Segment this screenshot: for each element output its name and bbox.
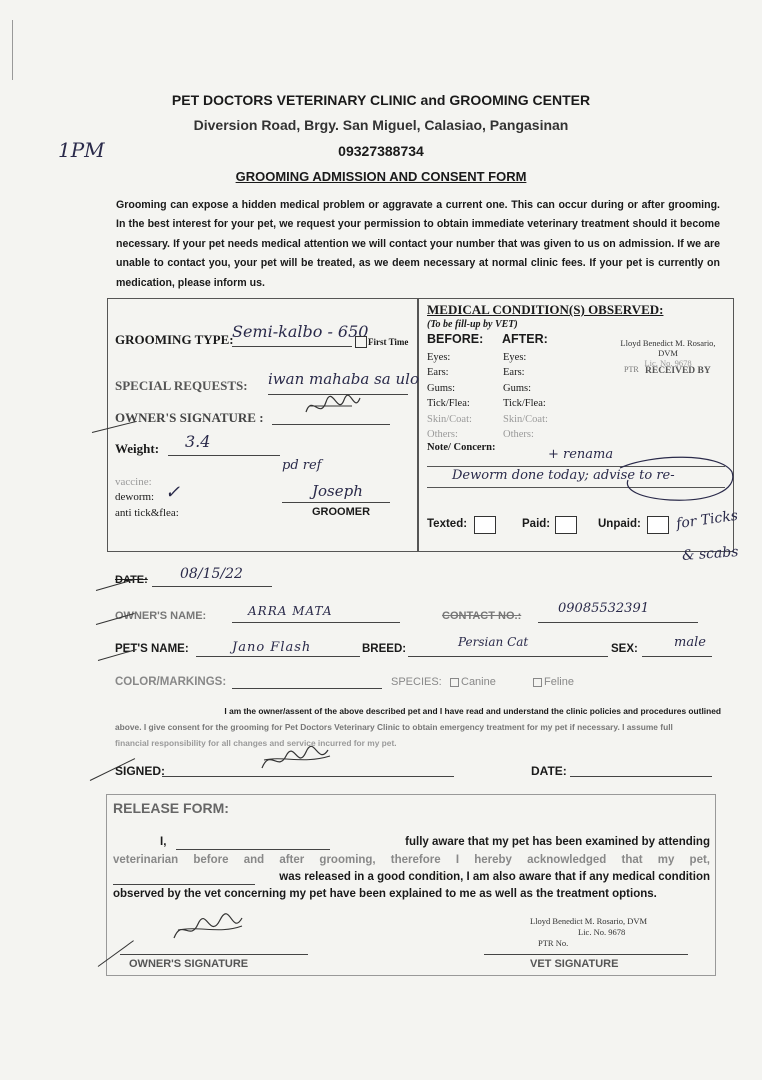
- after-eyes: Eyes:: [503, 352, 527, 363]
- received-by: RECEIVED BY: [645, 366, 711, 376]
- release-name-line[interactable]: [176, 849, 330, 850]
- vet-stamp-lic: Lic. No. 9678: [644, 358, 692, 368]
- contact-line: [538, 622, 698, 623]
- clinic-address: Diversion Road, Brgy. San Miguel, Calasiao, Pangasinan: [193, 117, 569, 133]
- unpaid-label: Unpaid:: [598, 518, 641, 530]
- release-p2: veterinarian before and after grooming, therefore I hereby acknowledged that my pet,: [113, 854, 710, 866]
- after-gums: Gums:: [503, 382, 532, 394]
- owner-signature-scribble: [302, 392, 362, 422]
- consent-line-2: above. I give consent for the grooming for Pet Doctors Veterinary Clinic to obtain emergency treatment for my pet if necessary. I assume full: [115, 722, 673, 732]
- texted-checkbox[interactable]: [474, 516, 496, 534]
- release-stamp-ptr: PTR No.: [538, 938, 569, 948]
- feline-checkbox[interactable]: [533, 678, 542, 687]
- special-requests-label: SPECIAL REQUESTS:: [115, 378, 248, 393]
- species-label: SPECIES:: [391, 676, 442, 688]
- pet-name-line: [196, 656, 360, 657]
- release-vet-line: [484, 954, 688, 955]
- grooming-type-label: GROOMING TYPE:: [115, 332, 234, 347]
- breed-value[interactable]: Persian Cat: [458, 635, 529, 649]
- date-line: [152, 586, 272, 587]
- release-owner-label: OWNER'S SIGNATURE: [129, 958, 249, 970]
- form-title: GROOMING ADMISSION AND CONSENT FORM: [235, 169, 527, 184]
- color-label: COLOR/MARKINGS:: [115, 676, 227, 688]
- groomer-name[interactable]: Joseph: [312, 482, 363, 500]
- owner-name-line: [232, 622, 400, 623]
- canine-checkbox[interactable]: [450, 678, 459, 687]
- release-p4: observed by the vet concerning my pet have been explained to me as well as the treatment options.: [113, 888, 657, 900]
- before-skin: Skin/Coat:: [427, 413, 472, 425]
- contact-value[interactable]: 09085532391: [558, 601, 649, 616]
- side-note-2: & scabs: [681, 544, 739, 564]
- consent-line-3: financial responsibility for all changes and service incurred for my pet.: [115, 738, 397, 748]
- after-list: [503, 350, 548, 442]
- clinic-name: PET DOCTORS VETERINARY CLINIC and GROOMING CENTER: [171, 92, 591, 108]
- groomer-line: [282, 502, 390, 503]
- vet-stamp-name: Lloyd Benedict M. Rosario, DVM: [620, 338, 716, 358]
- clinic-phone: 09327388734: [338, 143, 424, 159]
- note-line-2[interactable]: Deworm done today; advise to re-: [452, 468, 675, 483]
- consent-line-1: I am the owner/assent of the above described pet and I have read and understand the clinic policies and procedures outlined: [224, 706, 721, 716]
- owner-name-value[interactable]: ARRA MATA: [248, 604, 333, 618]
- groomer-label: GROOMER: [312, 506, 371, 518]
- canine-label: Canine: [461, 676, 496, 688]
- margin-mark: [12, 20, 13, 80]
- after-skin: Skin/Coat:: [503, 413, 548, 425]
- release-owner-scribble: [170, 912, 246, 946]
- pet-name-label: PET'S NAME:: [115, 643, 189, 655]
- before-eyes: Eyes:: [427, 352, 451, 363]
- release-vet-label: VET SIGNATURE: [530, 958, 619, 970]
- sex-label: SEX:: [611, 643, 638, 655]
- after-tick: Tick/Flea:: [503, 398, 546, 410]
- release-i: I,: [160, 836, 167, 848]
- note-line-1[interactable]: + renama: [548, 447, 614, 462]
- pet-name-value[interactable]: Jano Flash: [232, 640, 312, 655]
- anti-tick-label: anti tick&flea:: [115, 507, 179, 519]
- release-stamp-name: Lloyd Benedict M. Rosario, DVM: [530, 916, 648, 926]
- after-ears: Ears:: [503, 367, 525, 379]
- release-p1: fully aware that my pet has been examined by attending: [405, 836, 710, 848]
- note-label: Note/ Concern:: [427, 442, 496, 453]
- consent-date-line: [570, 776, 712, 777]
- grooming-type-value[interactable]: Semi-kalbo - 650: [232, 322, 369, 341]
- release-stamp: [530, 916, 647, 949]
- weight-line: [168, 455, 280, 456]
- owner-signature-label: OWNER'S SIGNATURE :: [115, 410, 264, 425]
- release-p3: was released in a good condition, I am also aware that if any medical condition: [279, 871, 710, 883]
- weight-label: Weight:: [115, 441, 160, 456]
- sex-value[interactable]: male: [674, 635, 706, 650]
- owner-name-label: OWNER'S NAME:: [115, 610, 207, 622]
- before-list: [427, 350, 472, 442]
- signed-label: SIGNED:: [115, 764, 166, 778]
- paid-label: Paid:: [522, 518, 551, 530]
- release-owner-line: [120, 954, 308, 955]
- first-time-checkbox[interactable]: [355, 336, 367, 348]
- release-stamp-lic: Lic. No. 9678: [578, 927, 626, 937]
- before-gums: Gums:: [427, 382, 456, 394]
- intro-paragraph: Grooming can expose a hidden medical problem or aggravate a current one. This can occur during or after grooming. In the best interest for your pet, we request your permission to obtain immediate veterinary treatment should it become necessary. If your pet needs medical attention we will contact your number that was given to us on admission. If we are unable to contact you, your pet will be treated, as we deem necessary at normal clinic fees. If your pet is currently on medication, please inform us.: [116, 199, 720, 289]
- before-ears: Ears:: [427, 367, 449, 379]
- contact-label: CONTACT NO.:: [442, 610, 522, 622]
- vet-stamp: [612, 338, 724, 368]
- before-others: Others:: [427, 429, 458, 441]
- feline-label: Feline: [544, 676, 574, 688]
- sex-line: [642, 656, 712, 657]
- first-time-label: First Time: [368, 337, 409, 347]
- owner-signature-line: [272, 424, 390, 425]
- before-tick: Tick/Flea:: [427, 398, 470, 410]
- paid-checkbox[interactable]: [555, 516, 577, 534]
- after-label: AFTER:: [502, 332, 548, 346]
- breed-line: [408, 656, 608, 657]
- release-pet-line[interactable]: [113, 884, 255, 885]
- date-label: DATE:: [115, 574, 148, 586]
- texted-label: Texted:: [427, 518, 468, 530]
- side-note-1: for Ticks: [675, 507, 739, 533]
- margin-note: 1PM: [58, 138, 105, 162]
- vaccine-label: vaccine:: [115, 476, 152, 488]
- deworm-check[interactable]: ✓: [165, 482, 181, 503]
- unpaid-checkbox[interactable]: [647, 516, 669, 534]
- groomer-note: pd ref: [282, 458, 322, 473]
- vet-stamp-ptr: PTR: [624, 365, 639, 374]
- color-line: [232, 688, 382, 689]
- note-circle: [610, 450, 740, 506]
- after-others: Others:: [503, 429, 534, 441]
- consent-date-label: DATE:: [531, 764, 567, 778]
- deworm-label: deworm:: [115, 491, 155, 503]
- medical-subtitle: (To be fill-up by VET): [427, 319, 518, 330]
- breed-label: BREED:: [362, 643, 407, 655]
- weight-value[interactable]: 3.4: [185, 432, 211, 451]
- date-value[interactable]: 08/15/22: [180, 566, 243, 582]
- special-requests-value[interactable]: iwan mahaba sa ulo: [268, 370, 419, 388]
- signed-line: [162, 776, 454, 777]
- grooming-type-line: [232, 346, 352, 347]
- before-label: BEFORE:: [427, 332, 484, 346]
- release-title: RELEASE FORM:: [113, 800, 229, 816]
- consent-signature-scribble: [258, 744, 334, 776]
- medical-title: MEDICAL CONDITION(S) OBSERVED:: [427, 302, 664, 317]
